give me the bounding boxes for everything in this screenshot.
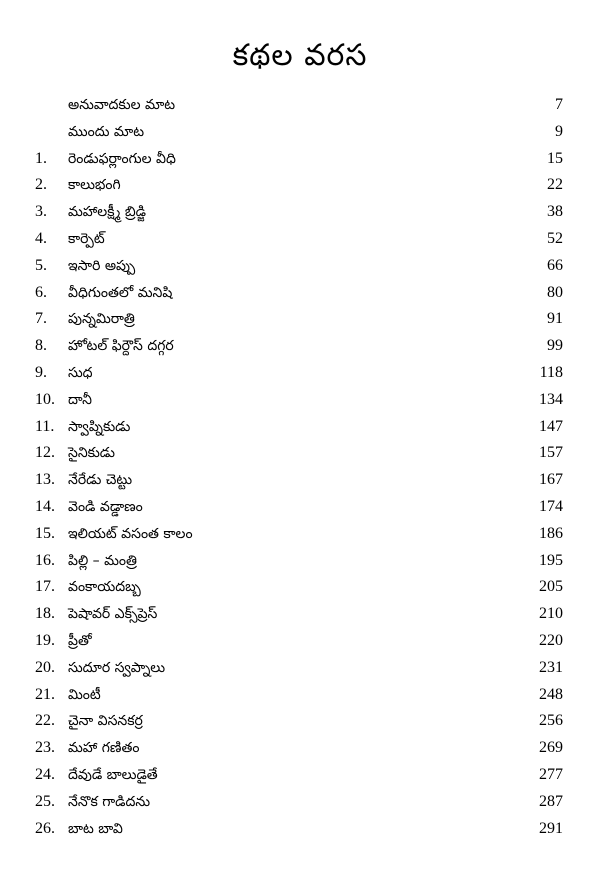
toc-entry — [0, 146, 600, 173]
toc-entry — [0, 467, 600, 494]
toc-entry-page-number: 147 — [539, 417, 563, 435]
toc-entry-title: పెషావర్ ఎక్స్‌ప్రెస్ — [68, 606, 158, 623]
toc-entry-number: 10. — [35, 390, 55, 408]
toc-entry — [0, 521, 600, 548]
toc-entry-number: 26. — [35, 819, 55, 837]
toc-entry — [0, 172, 600, 199]
toc-entry — [0, 92, 600, 119]
toc-entry — [0, 414, 600, 441]
toc-entry-title: పిల్లి – మంత్రి — [68, 552, 137, 569]
toc-entry-page-number: 22 — [547, 176, 563, 194]
toc-entry — [0, 762, 600, 789]
toc-entry-title: మహాలక్ష్మీ బ్రిడ్జి — [68, 204, 146, 221]
toc-entry-page-number: 7 — [555, 96, 563, 113]
page-title: కథల వరస — [232, 38, 368, 73]
toc-entry — [0, 306, 600, 333]
toc-entry-title: ఇలియట్ వసంత కాలం — [68, 525, 193, 542]
toc-entry-number: 4. — [35, 229, 47, 247]
toc-entry-page-number: 210 — [539, 605, 563, 623]
toc-entry — [0, 333, 600, 360]
toc-entry — [0, 708, 600, 735]
toc-entry-page-number: 99 — [547, 337, 563, 355]
toc-entry-number: 5. — [35, 256, 47, 274]
toc-entry-title: వెండి వడ్డాణం — [68, 498, 143, 515]
toc-entry-number: 19. — [35, 631, 55, 649]
toc-entry-number: 16. — [35, 551, 55, 569]
toc-entry-page-number: 277 — [539, 765, 563, 783]
toc-entry — [0, 816, 600, 843]
toc-entry-title: సుధ — [68, 364, 93, 381]
toc-entry-page-number: 91 — [547, 310, 563, 328]
toc-entry-title: దానీ — [68, 391, 92, 408]
toc-entry — [0, 655, 600, 682]
toc-entry-page-number: 220 — [539, 631, 563, 649]
toc-entry — [0, 494, 600, 521]
toc-entry-page-number: 134 — [539, 390, 563, 408]
toc-entry-page-number: 52 — [547, 229, 563, 247]
toc-entry-page-number: 157 — [539, 444, 563, 462]
toc-entry-title: వంకాయదబ్బ — [68, 579, 141, 596]
toc-entry-number: 22. — [35, 712, 55, 730]
toc-entry-title: హోటల్ ఫిర్దౌస్ దగ్గర — [68, 338, 174, 355]
toc-entry-title: దేవుడే బాలుడైతే — [68, 766, 158, 783]
toc-entry-number: 2. — [35, 176, 47, 194]
toc-entry — [0, 387, 600, 414]
toc-entry — [0, 360, 600, 387]
toc-entry-title: మింటీ — [68, 686, 101, 703]
toc-entry-number: 8. — [35, 337, 47, 355]
toc-entry-page-number: 15 — [547, 149, 563, 167]
toc-entry-title: ఇసారి అప్పు — [68, 257, 136, 274]
toc-entry-number: 13. — [35, 471, 55, 489]
toc-entry-page-number: 186 — [539, 524, 563, 542]
toc-entry-title: సైనికుడు — [68, 445, 116, 462]
toc-entry-number: 14. — [35, 497, 55, 515]
toc-entry-number: 25. — [35, 792, 55, 810]
toc-entry — [0, 548, 600, 575]
toc-entry-number: 17. — [35, 578, 55, 596]
toc-entry-title: ప్రీతో — [68, 632, 92, 649]
toc-entry-number: 9. — [35, 363, 47, 381]
toc-entry — [0, 682, 600, 709]
toc-entry-number: 1. — [35, 149, 47, 167]
toc-entry-title: సుదూర స్వప్నాలు — [68, 659, 166, 676]
toc-entry-title: కాలుభంగి — [68, 177, 121, 194]
toc-entry-page-number: 9 — [555, 122, 563, 140]
toc-entry — [0, 119, 600, 146]
toc-entry-title: మహా గణితం — [68, 740, 140, 757]
toc-entry-number: 11. — [35, 417, 55, 435]
toc-entry-page-number: 66 — [547, 256, 563, 274]
toc-entry-title: పున్నమిరాత్రి — [68, 311, 135, 328]
toc-entry — [0, 440, 600, 467]
toc-entry-title: చైనా విసనకర్ర — [68, 713, 143, 730]
toc-entry-number: 15. — [35, 524, 55, 542]
toc-entry-number: 6. — [35, 283, 47, 301]
toc-entry — [0, 789, 600, 816]
toc-entry — [0, 628, 600, 655]
toc-entry-title: నేరేడు చెట్టు — [68, 472, 133, 489]
toc-entry — [0, 735, 600, 762]
toc-entry-page-number: 248 — [539, 685, 563, 703]
toc-entry-page-number: 231 — [539, 658, 563, 676]
toc-entry-number: 24. — [35, 765, 55, 783]
toc-entry-number: 7. — [35, 310, 47, 328]
toc-entry-page-number: 38 — [547, 203, 563, 221]
toc-entry — [0, 199, 600, 226]
toc-entry-number: 20. — [35, 658, 55, 676]
toc-entry-title: వీధిగుంతలో మనిషి — [68, 284, 173, 301]
toc-entry-title: రెండుఫర్లాంగుల వీధి — [68, 150, 176, 167]
toc-entry-title: స్వాప్నికుడు — [68, 418, 131, 435]
toc-entry-page-number: 195 — [539, 551, 563, 569]
toc-entry — [0, 280, 600, 307]
toc-entry-number: 3. — [35, 203, 47, 221]
toc-entry — [0, 253, 600, 280]
toc-entry-page-number: 287 — [539, 792, 563, 810]
toc-entry-page-number: 269 — [539, 739, 563, 757]
toc-entry-page-number: 80 — [547, 283, 563, 301]
toc-entry-page-number: 256 — [539, 712, 563, 730]
toc-entry-page-number: 291 — [539, 819, 563, 837]
table-of-contents — [0, 92, 600, 842]
toc-entry-title: కార్పెట్ — [68, 230, 105, 247]
toc-entry-page-number: 118 — [539, 363, 563, 381]
toc-entry — [0, 226, 600, 253]
toc-entry-number: 12. — [35, 444, 55, 462]
toc-entry-title: నేనొక గాడిదను — [68, 793, 151, 810]
toc-entry — [0, 601, 600, 628]
toc-entry-title: అనువాదకుల మాట — [68, 97, 176, 113]
toc-entry-title: బాట బావి — [68, 820, 123, 837]
toc-entry — [0, 574, 600, 601]
toc-entry-page-number: 167 — [539, 471, 563, 489]
toc-entry-page-number: 174 — [539, 497, 563, 515]
toc-entry-number: 18. — [35, 605, 55, 623]
toc-entry-page-number: 205 — [539, 578, 563, 596]
toc-entry-title: ముందు మాట — [68, 123, 145, 140]
toc-entry-number: 23. — [35, 739, 55, 757]
toc-entry-number: 21. — [35, 685, 55, 703]
